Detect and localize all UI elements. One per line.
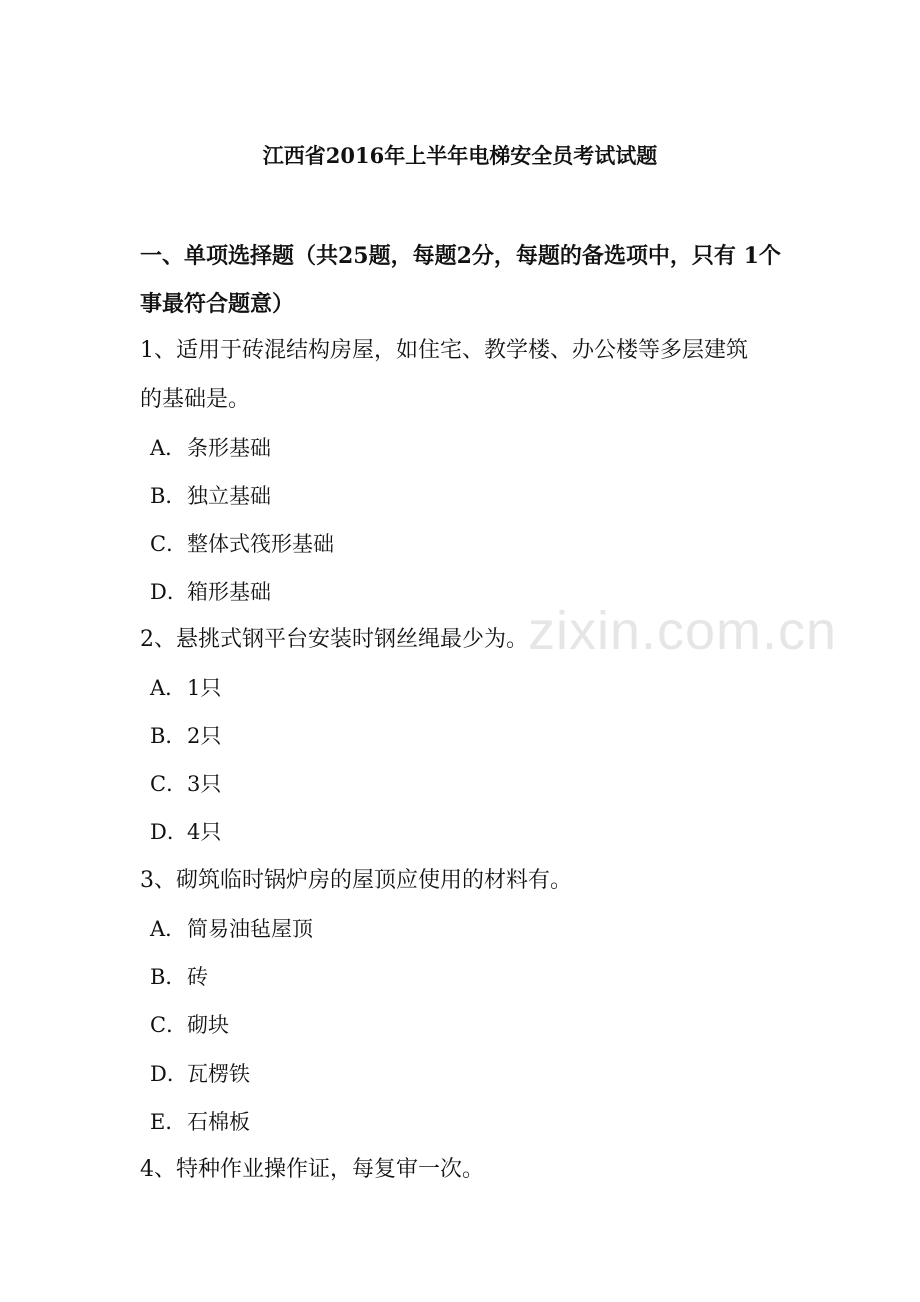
watermark: zixin.com.cn xyxy=(528,601,838,661)
option-text: 简易油毡屋顶 xyxy=(187,917,313,941)
option-letter: A． xyxy=(150,676,187,700)
question-1-option-d xyxy=(150,577,271,607)
option-letter: C． xyxy=(150,1013,188,1037)
option-letter: D． xyxy=(150,820,188,844)
document-title: 江西省2016年上半年电梯安全员考试试题 xyxy=(262,143,658,168)
question-2-stem: 2、悬挑式钢平台安装时钢丝绳最少为。 xyxy=(140,627,528,652)
question-1-option-c xyxy=(150,529,334,559)
question-2-option-b xyxy=(150,721,221,751)
option-letter: A． xyxy=(150,436,187,460)
option-text: 3只 xyxy=(187,772,222,796)
option-letter: E． xyxy=(150,1110,187,1134)
option-letter: C． xyxy=(150,532,188,556)
option-text: 1只 xyxy=(187,676,222,700)
question-1-option-a xyxy=(150,433,271,463)
option-text: 砖 xyxy=(187,965,208,989)
question-3-stem: 3、砌筑临时锅炉房的屋顶应使用的材料有。 xyxy=(140,868,572,893)
option-text: 整体式筏形基础 xyxy=(187,532,334,556)
question-3-option-e xyxy=(150,1107,250,1137)
question-3-option-a xyxy=(150,914,313,944)
option-text: 4只 xyxy=(187,820,222,844)
question-1-stem-line-2: 的基础是。 xyxy=(140,387,251,412)
option-letter: A． xyxy=(150,917,187,941)
option-letter: C． xyxy=(150,772,188,796)
option-text: 2只 xyxy=(187,724,222,748)
option-text: 瓦楞铁 xyxy=(187,1062,250,1086)
question-1-option-b xyxy=(150,481,271,511)
question-4-stem: 4、特种作业操作证，每复审一次。 xyxy=(140,1157,484,1182)
option-letter: B． xyxy=(150,965,187,989)
option-text: 箱形基础 xyxy=(187,580,271,604)
option-text: 石棉板 xyxy=(187,1110,250,1134)
question-2-option-a xyxy=(150,673,221,703)
question-2-option-d xyxy=(150,817,221,847)
question-3-option-d xyxy=(150,1059,250,1089)
question-3-option-b xyxy=(150,962,208,992)
question-3-option-c xyxy=(150,1010,229,1040)
section-heading: 一、单项选择题（共25题，每题2分，每题的备选项中，只有 1个事最符合题意） xyxy=(140,243,781,317)
option-letter: B． xyxy=(150,724,187,748)
option-text: 条形基础 xyxy=(187,436,271,460)
option-letter: D． xyxy=(150,580,188,604)
option-letter: B． xyxy=(150,484,187,508)
option-letter: D． xyxy=(150,1062,188,1086)
question-2-option-c xyxy=(150,769,221,799)
option-text: 独立基础 xyxy=(187,484,271,508)
question-1-stem-line-1: 1、适用于砖混结构房屋，如住宅、教学楼、办公楼等多层建筑 xyxy=(140,338,748,363)
option-text: 砌块 xyxy=(187,1013,229,1037)
